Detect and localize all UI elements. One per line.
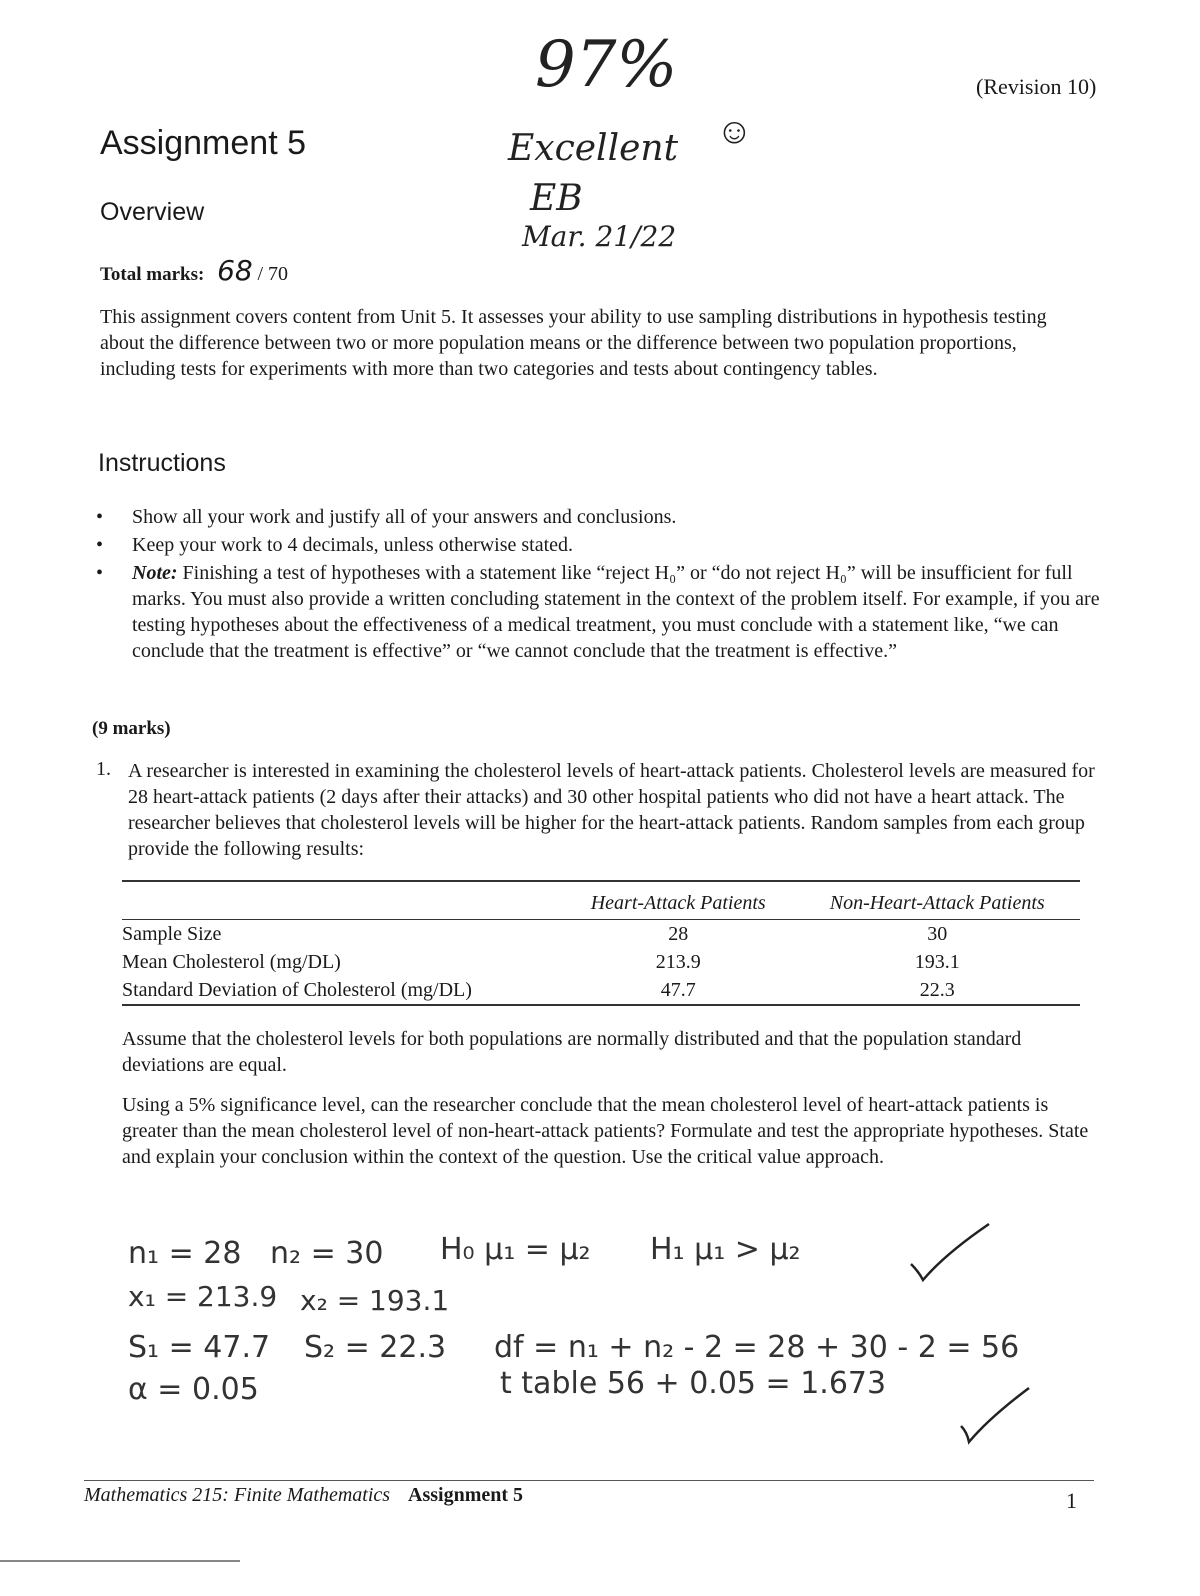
row-label: Sample Size xyxy=(122,923,222,945)
table-header-empty xyxy=(122,881,562,920)
cell-value: 213.9 xyxy=(655,951,701,973)
checkmark-icon xyxy=(905,1220,995,1284)
page-title: Assignment 5 xyxy=(100,124,306,162)
cell-value: 28 xyxy=(668,923,689,945)
assumption-paragraph: Assume that the cholesterol levels for both populations are normally distributed and that the population standard deviations are equal. xyxy=(122,1028,1022,1076)
overview-heading: Overview xyxy=(100,198,205,226)
checkmark-icon xyxy=(955,1384,1035,1446)
table-row xyxy=(122,920,1080,949)
grading-date: Mar. 21/22 xyxy=(522,220,677,253)
results-table xyxy=(122,880,1080,1006)
smiley-icon: ☺ xyxy=(716,111,753,151)
question-text: A researcher is interested in examining the cholesterol levels of heart-attack patients. Cholesterol levels are measured for 28 heart-attack patients (2 days after their attacks) and 30 other hospital patients who did not have a heart attack. The researcher believes that cholesterol levels will be higher for the heart-attack patients. Random samples from each group provide the following results: xyxy=(128,760,1095,860)
instructions-list xyxy=(90,504,1100,666)
note-text: Finishing a test of hypotheses with a statement like “reject H₀” or “do not reject H₀” will be insufficient for full marks. You must also provide a written concluding statement in the context of the problem itself. For example, if you are testing hypotheses about the effectiveness of a medical treatment, you must conclude with a statement like, “we can conclude that the treatment is effective” or “we cannot conclude that the treatment is effective.” xyxy=(132,562,1100,662)
work-x1: x₁ = 213.9 xyxy=(128,1280,278,1313)
total-marks xyxy=(100,254,288,287)
total-marks-max: / 70 xyxy=(257,263,289,285)
instructions-heading: Instructions xyxy=(98,449,226,477)
row-label: Standard Deviation of Cholesterol (mg/DL) xyxy=(122,979,472,1001)
table-row xyxy=(122,948,1080,976)
cell-value: 22.3 xyxy=(919,979,955,1001)
cell-value: 193.1 xyxy=(914,951,960,973)
work-s2: S₂ = 22.3 xyxy=(304,1330,447,1365)
cell-value: 30 xyxy=(927,923,948,945)
task-paragraph: Using a 5% significance level, can the researcher conclude that the mean cholesterol level of heart-attack patients is greater than the mean cholesterol level of non-heart-attack patients? Formulate and test the appropriate hypotheses. State and explain your conclusion within the context of the question. Use the critical value approach. xyxy=(122,1094,1089,1168)
comment-annotation: Excellent xyxy=(508,128,679,169)
work-x2: x₂ = 193.1 xyxy=(300,1284,450,1317)
list-item xyxy=(90,560,1100,664)
table-row xyxy=(122,976,1080,1005)
grade-annotation: 97% xyxy=(535,28,678,102)
table-header-non-heart-attack: Non-Heart-Attack Patients xyxy=(794,881,1080,920)
cell-value: 47.7 xyxy=(660,979,696,1001)
work-df: df = n₁ + n₂ - 2 = 28 + 30 - 2 = 56 xyxy=(494,1330,1020,1365)
question-marks: (9 marks) xyxy=(92,718,171,739)
table-header-heart-attack: Heart-Attack Patients xyxy=(562,881,794,920)
footer xyxy=(84,1484,523,1507)
row-label: Mean Cholesterol (mg/DL) xyxy=(122,951,341,973)
intro-paragraph: This assignment covers content from Unit 5. It assesses your ability to use sampling distributions in hypothesis testing about the difference between two or more population means or the difference between two population proportions, including tests for experiments with more than two categories and tests about contingency tables. xyxy=(100,306,1047,380)
work-n1: n₁ = 28 xyxy=(128,1236,242,1271)
list-item: • Keep your work to 4 decimals, unless otherwise stated. xyxy=(90,532,1100,558)
scan-edge xyxy=(0,1560,240,1562)
total-marks-label: Total marks: xyxy=(100,264,205,285)
footer-divider xyxy=(84,1480,1094,1481)
question-number: 1. xyxy=(96,758,111,780)
work-h1: H₁ μ₁ > μ₂ xyxy=(650,1232,801,1267)
grader-initials: EB xyxy=(530,178,583,219)
footer-course: Mathematics 215: Finite Mathematics xyxy=(84,1484,391,1506)
list-item: • Show all your work and justify all of your answers and conclusions. xyxy=(90,504,1100,530)
work-h0: H₀ μ₁ = μ₂ xyxy=(440,1232,591,1267)
work-s1: S₁ = 47.7 xyxy=(128,1330,271,1365)
footer-assignment: Assignment 5 xyxy=(408,1484,524,1506)
total-marks-score: 68 xyxy=(217,254,253,287)
work-ttable: t table 56 + 0.05 = 1.673 xyxy=(500,1366,887,1401)
work-alpha: α = 0.05 xyxy=(128,1372,259,1407)
revision-label: (Revision 10) xyxy=(976,74,1097,99)
work-n2: n₂ = 30 xyxy=(270,1236,384,1271)
note-label: Note: xyxy=(132,562,178,584)
page-number: 1 xyxy=(1066,1488,1077,1513)
